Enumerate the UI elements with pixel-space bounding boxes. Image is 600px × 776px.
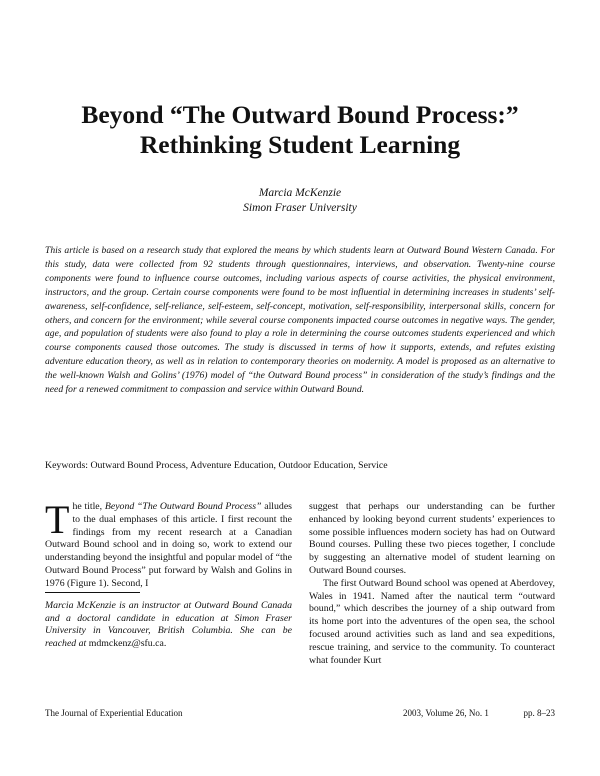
body-paragraph: The first Outward Bound school was opened at Aberdovey, Wales in 1941. Named after the nautical term “outward bound,” which describes the journey of a ship outward from its home port into the adventures of the open sea, the school focused around activities such as land and sea expeditions, rescue training, and service to the community. To counteract what founder Kurt: [309, 577, 555, 666]
body-text: he title,: [72, 501, 105, 512]
author-affiliation: Simon Fraser University: [243, 202, 357, 214]
author-bio-footnote: [45, 600, 292, 650]
author-block: [0, 186, 600, 216]
body-column-right: [309, 501, 555, 667]
journal-issue: 2003, Volume 26, No. 1: [403, 708, 489, 718]
body-paragraph: [45, 497, 292, 591]
keywords: Keywords: Outward Bound Process, Adventure Education, Outdoor Education, Service: [45, 460, 388, 471]
title-line-1: Beyond “The Outward Bound Process:”: [81, 100, 519, 129]
body-text-italic: Beyond “The Outward Bound Process”: [104, 501, 262, 512]
drop-cap: T: [45, 497, 70, 542]
author-name: Marcia McKenzie: [258, 187, 342, 199]
abstract: This article is based on a research study that explored the means by which students learn at Outward Bound Western Canada. For this study, data were collected from 92 students through questionnaires, interviews, and observation. Twenty-nine course components were found to influence course outcomes, including various aspects of course activities, the physical environment, instructors, and the group. Certain course components were found to be most influential in determining increases in students’ self-awareness, self-confidence, self-reliance, self-esteem, self-concept, motivation, self-responsibility, interpersonal skills, concern for others, and concern for the environment; while several course components impacted course outcomes in negative ways. The gender, age, and population of students were also found to play a role in determining the course outcomes students experienced and which course components caused those outcomes. The study is discussed in terms of how it supports, extends, and refutes existing adventure education theory, as well as in relation to contemporary theories on modernity. A model is proposed as an alternative to the well-known Walsh and Golins’ (1976) model of “the Outward Bound process” in consideration of the study’s findings and the need for a renewed commitment to compassion and service within Outward Bound.: [45, 245, 555, 396]
journal-name: The Journal of Experiential Education: [45, 708, 183, 718]
body-column-left: [45, 497, 292, 591]
footnote-divider: [45, 592, 140, 593]
article-title: [0, 100, 600, 160]
body-text: alludes to the dual emphases of this article. I first recount the findings from my recent research at a Canadian Outward Bound school and in doing so, work to extend our understanding beyond the insightful and popular model of “the Outward Bound Process” put forward by Walsh and Golins in 1976 (Figure 1). Second, I: [45, 501, 292, 589]
bio-text: Marcia McKenzie is an instructor at Outward Bound Canada and a doctoral candidate in education at Simon Fraser University in Vancouver, British Columbia. She can be reached at: [45, 600, 292, 649]
page-range: pp. 8–23: [523, 708, 555, 718]
author-email[interactable]: mdmckenz@sfu.ca.: [88, 637, 167, 649]
body-paragraph: suggest that perhaps our understanding can be further enhanced by looking beyond current students’ experiences to some possible influences modern society has had on Outward Bound courses. Pulling these two pieces together, I conclude by suggesting an alternative model of student learning on Outward Bound courses.: [309, 501, 555, 576]
title-line-2: Rethinking Student Learning: [139, 130, 461, 159]
